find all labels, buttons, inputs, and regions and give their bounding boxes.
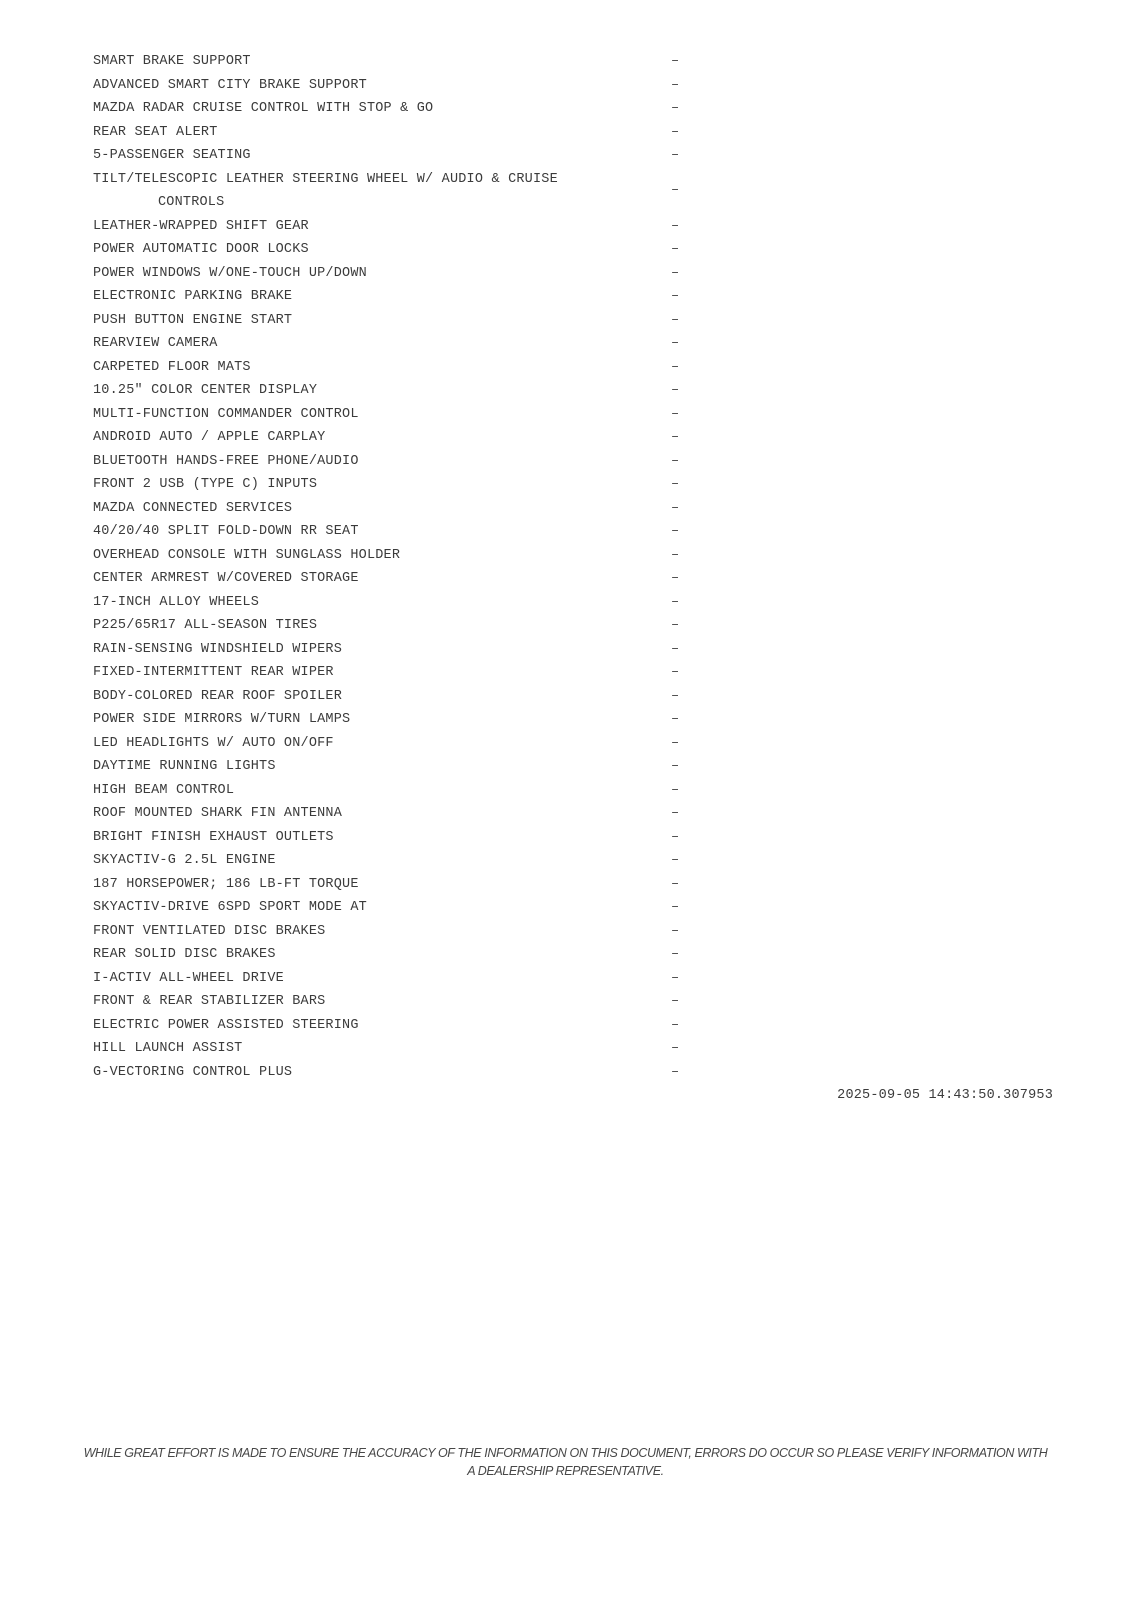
feature-name <box>93 661 671 685</box>
feature-row <box>93 920 1053 944</box>
feature-name <box>93 732 671 756</box>
feature-name <box>93 332 671 356</box>
feature-value-dash: – <box>671 876 680 892</box>
feature-row <box>93 497 1053 521</box>
feature-row <box>93 614 1053 638</box>
feature-name <box>93 826 671 850</box>
feature-name <box>93 873 671 897</box>
feature-row <box>93 285 1053 309</box>
feature-name-line1: POWER AUTOMATIC DOOR LOCKS <box>93 242 309 257</box>
feature-value-dash: – <box>671 1041 680 1056</box>
feature-name-line1: ANDROID AUTO / APPLE CARPLAY <box>93 430 326 445</box>
feature-row <box>93 262 1053 286</box>
feature-name <box>93 168 671 215</box>
feature-name-line1: FRONT & REAR STABILIZER BARS <box>93 994 326 1009</box>
feature-name-line1: SMART BRAKE SUPPORT <box>93 54 251 69</box>
feature-name-line1: LEATHER-WRAPPED SHIFT GEAR <box>93 218 309 234</box>
feature-name <box>93 50 671 74</box>
feature-name-line1: HIGH BEAM CONTROL <box>93 782 235 798</box>
feature-row <box>93 50 1053 74</box>
feature-name <box>93 920 671 944</box>
feature-name-line1: 187 HORSEPOWER; 186 LB-FT TORQUE <box>93 876 359 892</box>
feature-name-line1: TILT/TELESCOPIC LEATHER STEERING WHEEL W/ AUDIO & CRUISE <box>93 171 558 187</box>
feature-row <box>93 426 1053 450</box>
feature-name <box>93 450 671 474</box>
feature-row <box>93 802 1053 826</box>
feature-name <box>93 426 671 450</box>
feature-value-dash: – <box>671 970 680 986</box>
feature-value-dash: – <box>671 77 680 93</box>
feature-value-dash: – <box>671 900 680 915</box>
feature-name-line1: REAR SEAT ALERT <box>93 124 218 140</box>
feature-row <box>93 168 1053 215</box>
feature-row <box>93 1014 1053 1038</box>
feature-name <box>93 802 671 826</box>
feature-value-dash: – <box>671 477 680 492</box>
feature-value-dash: – <box>671 500 680 516</box>
feature-name-line1: CARPETED FLOOR MATS <box>93 359 251 375</box>
feature-row <box>93 97 1053 121</box>
feature-name <box>93 896 671 920</box>
feature-name-line1: ADVANCED SMART CITY BRAKE SUPPORT <box>93 77 367 93</box>
feature-value-dash: – <box>671 430 680 445</box>
feature-row <box>93 1037 1053 1061</box>
feature-name <box>93 520 671 544</box>
feature-name-line1: ROOF MOUNTED SHARK FIN ANTENNA <box>93 806 343 821</box>
feature-value-dash: – <box>671 947 680 962</box>
feature-row <box>93 755 1053 779</box>
feature-value-dash: – <box>671 289 680 304</box>
feature-name <box>93 97 671 121</box>
feature-row <box>93 215 1053 239</box>
feature-name-line1: DAYTIME RUNNING LIGHTS <box>93 759 276 774</box>
feature-name <box>93 544 671 568</box>
feature-row <box>93 309 1053 333</box>
feature-row <box>93 567 1053 591</box>
disclaimer-footer <box>0 1444 1131 1480</box>
feature-name-line1: POWER WINDOWS W/ONE-TOUCH UP/DOWN <box>93 265 367 281</box>
feature-value-dash: – <box>671 829 680 845</box>
feature-name-line2: CONTROLS <box>158 195 225 210</box>
feature-name <box>93 943 671 967</box>
feature-name-line1: ELECTRIC POWER ASSISTED STEERING <box>93 1017 359 1033</box>
feature-value-dash: – <box>671 312 680 328</box>
feature-row <box>93 685 1053 709</box>
feature-name-line1: BODY-COLORED REAR ROOF SPOILER <box>93 688 343 704</box>
feature-row <box>93 379 1053 403</box>
feature-value-dash: – <box>671 641 680 657</box>
feature-row <box>93 826 1053 850</box>
feature-row <box>93 967 1053 991</box>
feature-row <box>93 74 1053 98</box>
feature-name <box>93 614 671 638</box>
feature-row <box>93 896 1053 920</box>
feature-row <box>93 779 1053 803</box>
feature-value-dash: – <box>671 594 680 610</box>
feature-value-dash: – <box>671 265 680 281</box>
feature-name-line1: SKYACTIV-DRIVE 6SPD SPORT MODE AT <box>93 900 367 915</box>
feature-name <box>93 262 671 286</box>
feature-name <box>93 567 671 591</box>
generated-timestamp: 2025-09-05 14:43:50.307953 <box>837 1088 1053 1103</box>
feature-row <box>93 990 1053 1014</box>
feature-value-dash: – <box>671 359 680 375</box>
feature-name <box>93 215 671 239</box>
feature-row <box>93 661 1053 685</box>
feature-row <box>93 873 1053 897</box>
feature-row <box>93 732 1053 756</box>
feature-value-dash: – <box>671 101 680 116</box>
feature-value-dash: – <box>671 406 680 422</box>
feature-name-line1: FIXED-INTERMITTENT REAR WIPER <box>93 665 334 680</box>
feature-name-line1: 40/20/40 SPLIT FOLD-DOWN RR SEAT <box>93 524 359 539</box>
feature-name-line1: PUSH BUTTON ENGINE START <box>93 312 293 328</box>
feature-value-dash: – <box>671 1064 680 1080</box>
feature-name <box>93 967 671 991</box>
feature-name <box>93 591 671 615</box>
feature-name-line1: HILL LAUNCH ASSIST <box>93 1041 243 1056</box>
feature-name <box>93 285 671 309</box>
feature-value-dash: – <box>671 1017 680 1033</box>
feature-name <box>93 638 671 662</box>
feature-value-dash: – <box>671 853 680 868</box>
feature-value-dash: – <box>671 735 680 751</box>
feature-value-dash: – <box>671 571 680 586</box>
feature-value-dash: – <box>671 453 680 469</box>
feature-name-line1: REARVIEW CAMERA <box>93 336 218 351</box>
feature-name-line1: OVERHEAD CONSOLE WITH SUNGLASS HOLDER <box>93 547 401 563</box>
feature-name <box>93 238 671 262</box>
feature-row <box>93 849 1053 873</box>
feature-name-line1: G-VECTORING CONTROL PLUS <box>93 1064 293 1080</box>
feature-name-line1: POWER SIDE MIRRORS W/TURN LAMPS <box>93 712 351 727</box>
feature-row <box>93 121 1053 145</box>
feature-value-dash: – <box>671 547 680 563</box>
feature-row <box>93 708 1053 732</box>
feature-row <box>93 403 1053 427</box>
feature-name-line1: MAZDA CONNECTED SERVICES <box>93 500 293 516</box>
feature-value-dash: – <box>671 665 680 680</box>
feature-value-dash: – <box>671 923 680 939</box>
feature-value-dash: – <box>671 806 680 821</box>
feature-value-dash: – <box>671 218 680 234</box>
feature-name <box>93 990 671 1014</box>
feature-value-dash: – <box>671 242 680 257</box>
feature-name <box>93 708 671 732</box>
feature-name <box>93 685 671 709</box>
feature-row <box>93 238 1053 262</box>
feature-value-dash: – <box>671 336 680 351</box>
feature-value-dash: – <box>671 183 680 199</box>
feature-value-dash: – <box>671 618 680 633</box>
feature-name <box>93 755 671 779</box>
feature-name <box>93 403 671 427</box>
feature-row <box>93 544 1053 568</box>
feature-name <box>93 473 671 497</box>
feature-name <box>93 1061 671 1085</box>
disclaimer-text: WHILE GREAT EFFORT IS MADE TO ENSURE THE ACCURACY OF THE INFORMATION ON THIS DOCUMENT, ERRORS DO OCCUR SO PLEASE VERIFY INFORMATION WITH A DEALERSHIP REPRESENTATIVE. <box>83 1446 1048 1478</box>
feature-name-line1: SKYACTIV-G 2.5L ENGINE <box>93 853 276 868</box>
feature-name <box>93 144 671 168</box>
feature-name-line1: FRONT VENTILATED DISC BRAKES <box>93 923 326 939</box>
feature-name-line1: LED HEADLIGHTS W/ AUTO ON/OFF <box>93 735 334 751</box>
feature-value-dash: – <box>671 148 680 163</box>
feature-name-line1: 5-PASSENGER SEATING <box>93 148 251 163</box>
feature-row <box>93 943 1053 967</box>
feature-name-line1: CENTER ARMREST W/COVERED STORAGE <box>93 571 359 586</box>
feature-name <box>93 1037 671 1061</box>
feature-row <box>93 450 1053 474</box>
feature-name <box>93 379 671 403</box>
feature-name-line1: FRONT 2 USB (TYPE C) INPUTS <box>93 477 318 492</box>
feature-name <box>93 309 671 333</box>
feature-value-dash: – <box>671 759 680 774</box>
feature-name <box>93 849 671 873</box>
feature-name <box>93 74 671 98</box>
feature-value-dash: – <box>671 524 680 539</box>
feature-row <box>93 332 1053 356</box>
feature-name-line1: MAZDA RADAR CRUISE CONTROL WITH STOP & GO <box>93 101 434 116</box>
feature-value-dash: – <box>671 712 680 727</box>
feature-value-dash: – <box>671 124 680 140</box>
feature-name <box>93 356 671 380</box>
feature-name-line1: 10.25" COLOR CENTER DISPLAY <box>93 383 318 398</box>
feature-row <box>93 520 1053 544</box>
feature-name-line1: RAIN-SENSING WINDSHIELD WIPERS <box>93 641 343 657</box>
feature-name-line1: 17-INCH ALLOY WHEELS <box>93 594 260 610</box>
feature-name-line1: BRIGHT FINISH EXHAUST OUTLETS <box>93 829 334 845</box>
feature-name <box>93 121 671 145</box>
feature-value-dash: – <box>671 994 680 1009</box>
feature-row <box>93 144 1053 168</box>
feature-row <box>93 1061 1053 1085</box>
feature-value-dash: – <box>671 688 680 704</box>
feature-name-line1: MULTI-FUNCTION COMMANDER CONTROL <box>93 406 359 422</box>
feature-value-dash: – <box>671 383 680 398</box>
feature-name-line1: BLUETOOTH HANDS-FREE PHONE/AUDIO <box>93 453 359 469</box>
feature-value-dash: – <box>671 782 680 798</box>
feature-row <box>93 356 1053 380</box>
features-list <box>93 50 1053 1084</box>
feature-name-line1: ELECTRONIC PARKING BRAKE <box>93 289 293 304</box>
feature-name <box>93 1014 671 1038</box>
feature-row <box>93 473 1053 497</box>
feature-row <box>93 638 1053 662</box>
feature-name-line1: I-ACTIV ALL-WHEEL DRIVE <box>93 970 284 986</box>
feature-name <box>93 497 671 521</box>
feature-name <box>93 779 671 803</box>
feature-name-line1: P225/65R17 ALL-SEASON TIRES <box>93 618 318 633</box>
feature-value-dash: – <box>671 54 680 69</box>
feature-name-line1: REAR SOLID DISC BRAKES <box>93 947 276 962</box>
feature-row <box>93 591 1053 615</box>
